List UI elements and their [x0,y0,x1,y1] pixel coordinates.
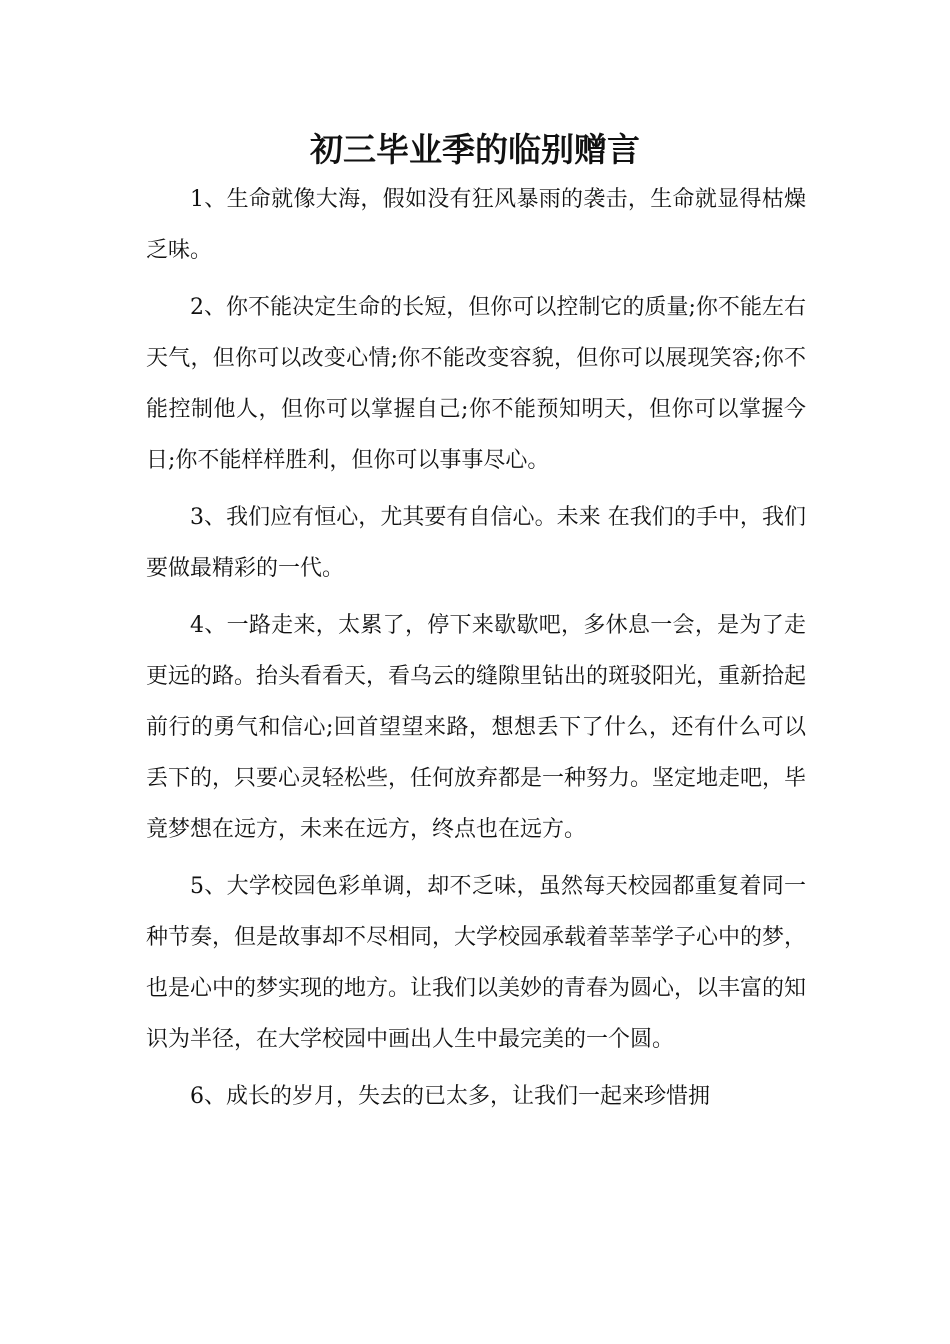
paragraph-3: 3、我们应有恒心，尤其要有自信心。未来 在我们的手中，我们要做最精彩的一代。 [146,505,806,581]
paragraph-1: 1、生命就像大海，假如没有狂风暴雨的袭击，生命就显得枯燥乏味。 [146,187,806,263]
paragraph-5: 5、大学校园色彩单调，却不乏味，虽然每天校园都重复着同一种节奏，但是故事却不尽相同，大学校园承载着莘莘学子心中的梦，也是心中的梦实现的地方。让我们以美妙的青春为圆心，以丰富的知识为半径，在大学校园中画出人生中最完美的一个圆。 [146,874,807,1052]
paragraph-4: 4、一路走来，太累了，停下来歇歇吧，多休息一会，是为了走更远的路。抬头看看天，看乌云的缝隙里钻出的斑驳阳光，重新拾起前行的勇气和信心;回首望望来路，想想丢下了什么，还有什么可以丢下的，只要心灵轻松些，任何放弃都是一种努力。坚定地走吧，毕竟梦想在远方，未来在远方，终点也在远方。 [146,613,807,842]
paragraph-6: 6、成长的岁月，失去的已太多，让我们一起来珍惜拥 [190,1084,710,1109]
document-title: 初三毕业季的临别赠言 [310,130,640,169]
paragraph-2: 2、你不能决定生命的长短，但你可以控制它的质量;你不能左右天气，但你可以改变心情;你不能改变容貌，但你可以展现笑容;你不能控制他人，但你可以掌握自己;你不能预知明天，但你可以掌握今日;你不能样样胜利，但你可以事事尽心。 [146,295,806,473]
document-body [146,174,806,1128]
